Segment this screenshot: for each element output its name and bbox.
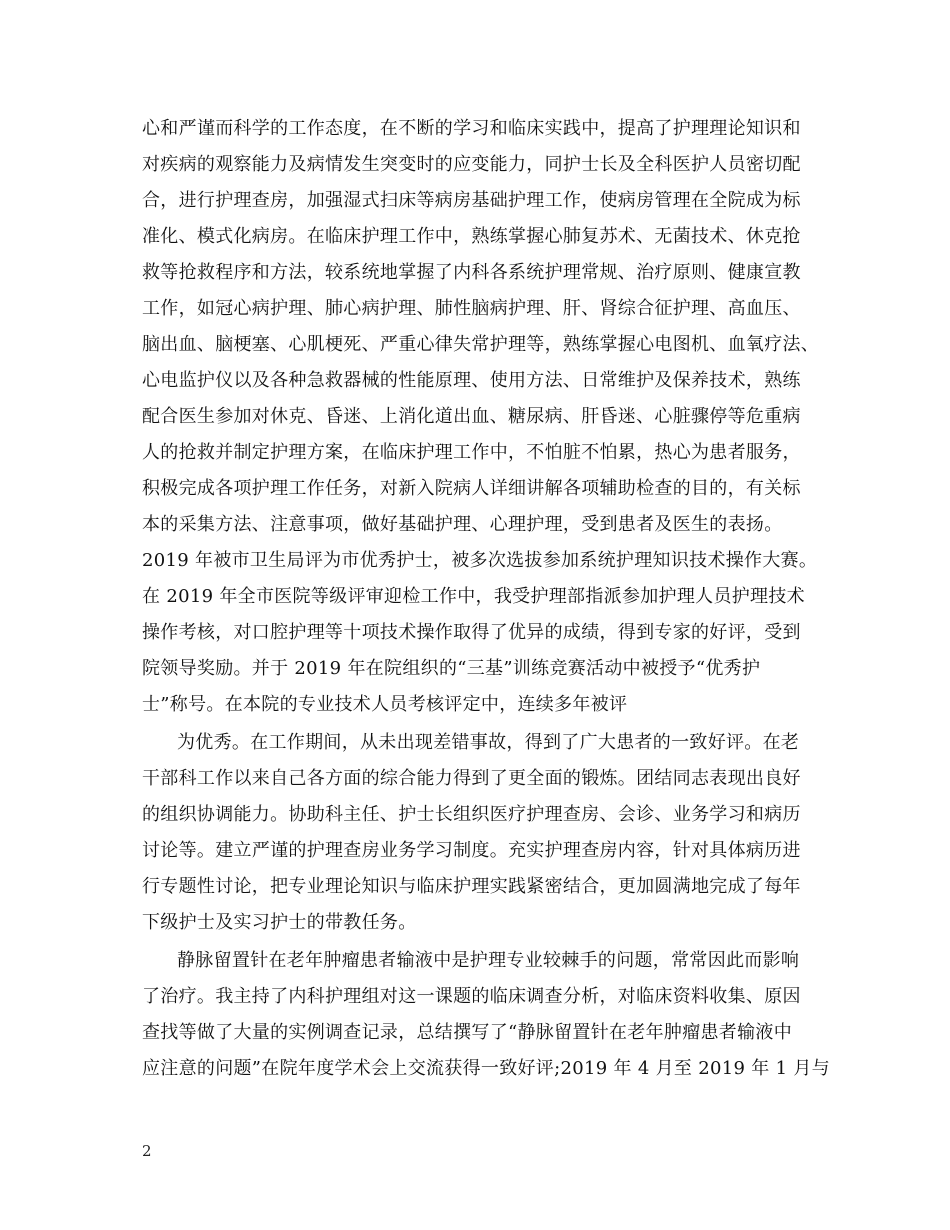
text-line: 2019 年被市卫生局评为市优秀护士，被多次选拔参加系统护理知识技术操作大赛。 <box>142 550 818 571</box>
text-line: 人的抢救并制定护理方案，在临床护理工作中，不怕脏不怕累，热心为患者服务， <box>142 442 801 463</box>
page-number: 2 <box>142 1142 152 1160</box>
text-line: 行专题性讨论，把专业理论知识与临床护理实践紧密结合，更加圆满地完成了每年 <box>142 876 801 897</box>
text-line: 下级护士及实习护士的带教任务。 <box>142 912 417 933</box>
text-line: 心和严谨而科学的工作态度，在不断的学习和临床实践中，提高了护理理论知识和 <box>142 118 801 139</box>
text-line: 合，进行护理查房，加强湿式扫床等病房基础护理工作，使病房管理在全院成为标 <box>142 190 801 211</box>
text-line: 本的采集方法、注意事项，做好基础护理、心理护理，受到患者及医生的表扬。 <box>142 514 783 535</box>
text-line: 查找等做了大量的实例调查记录，总结撰写了“静脉留置针在老年肿瘤患者输液中 <box>142 1022 792 1043</box>
text-line: 对疾病的观察能力及病情发生突变时的应变能力，同护士长及全科医护人员密切配 <box>142 154 801 175</box>
text-line: 操作考核，对口腔护理等十项技术操作取得了优异的成绩，得到专家的好评，受到 <box>142 622 801 643</box>
text-line: 工作，如冠心病护理、肺心病护理、肺性脑病护理、肝、肾综合征护理、高血压、 <box>142 298 801 319</box>
text-line: 准化、模式化病房。在临床护理工作中，熟练掌握心肺复苏术、无菌技术、休克抢 <box>142 226 801 247</box>
text-line: 干部科工作以来自己各方面的综合能力得到了更全面的锻炼。团结同志表现出良好 <box>142 768 801 789</box>
text-line: 积极完成各项护理工作任务，对新入院病人详细讲解各项辅助检查的目的，有关标 <box>142 478 801 499</box>
text-line: 应注意的问题”在院年度学术会上交流获得一致好评;2019 年 4 月至 2019 年 1 月与 <box>142 1058 830 1079</box>
text-line: 士”称号。在本院的专业技术人员考核评定中，连续多年被评 <box>142 694 628 715</box>
text-line: 院领导奖励。并于 2019 年在院组织的“三基”训练竞赛活动中被授予“优秀护 <box>142 658 761 679</box>
text-line: 的组织协调能力。协助科主任、护士长组织医疗护理查房、会诊、业务学习和病历 <box>142 804 801 825</box>
text-line: 救等抢救程序和方法，较系统地掌握了内科各系统护理常规、治疗原则、健康宣教 <box>142 262 801 283</box>
text-line: 了治疗。我主持了内科护理组对这一课题的临床调查分析，对临床资料收集、原因 <box>142 986 801 1007</box>
text-line: 讨论等。建立严谨的护理查房业务学习制度。充实护理查房内容，针对具体病历进 <box>142 840 801 861</box>
text-line: 静脉留置针在老年肿瘤患者输液中是护理专业较棘手的问题，常常因此而影响 <box>177 950 800 971</box>
text-line: 为优秀。在工作期间，从未出现差错事故，得到了广大患者的一致好评。在老 <box>177 732 800 753</box>
text-line: 脑出血、脑梗塞、心肌梗死、严重心律失常护理等，熟练掌握心电图机、血氧疗法、 <box>142 334 820 355</box>
text-line: 心电监护仪以及各种急救器械的性能原理、使用方法、日常维护及保养技术，熟练 <box>142 370 801 391</box>
text-line: 配合医生参加对休克、昏迷、上消化道出血、糖尿病、肝昏迷、心脏骤停等危重病 <box>142 406 801 427</box>
text-line: 在 2019 年全市医院等级评审迎检工作中，我受护理部指派参加护理人员护理技术 <box>142 586 805 607</box>
